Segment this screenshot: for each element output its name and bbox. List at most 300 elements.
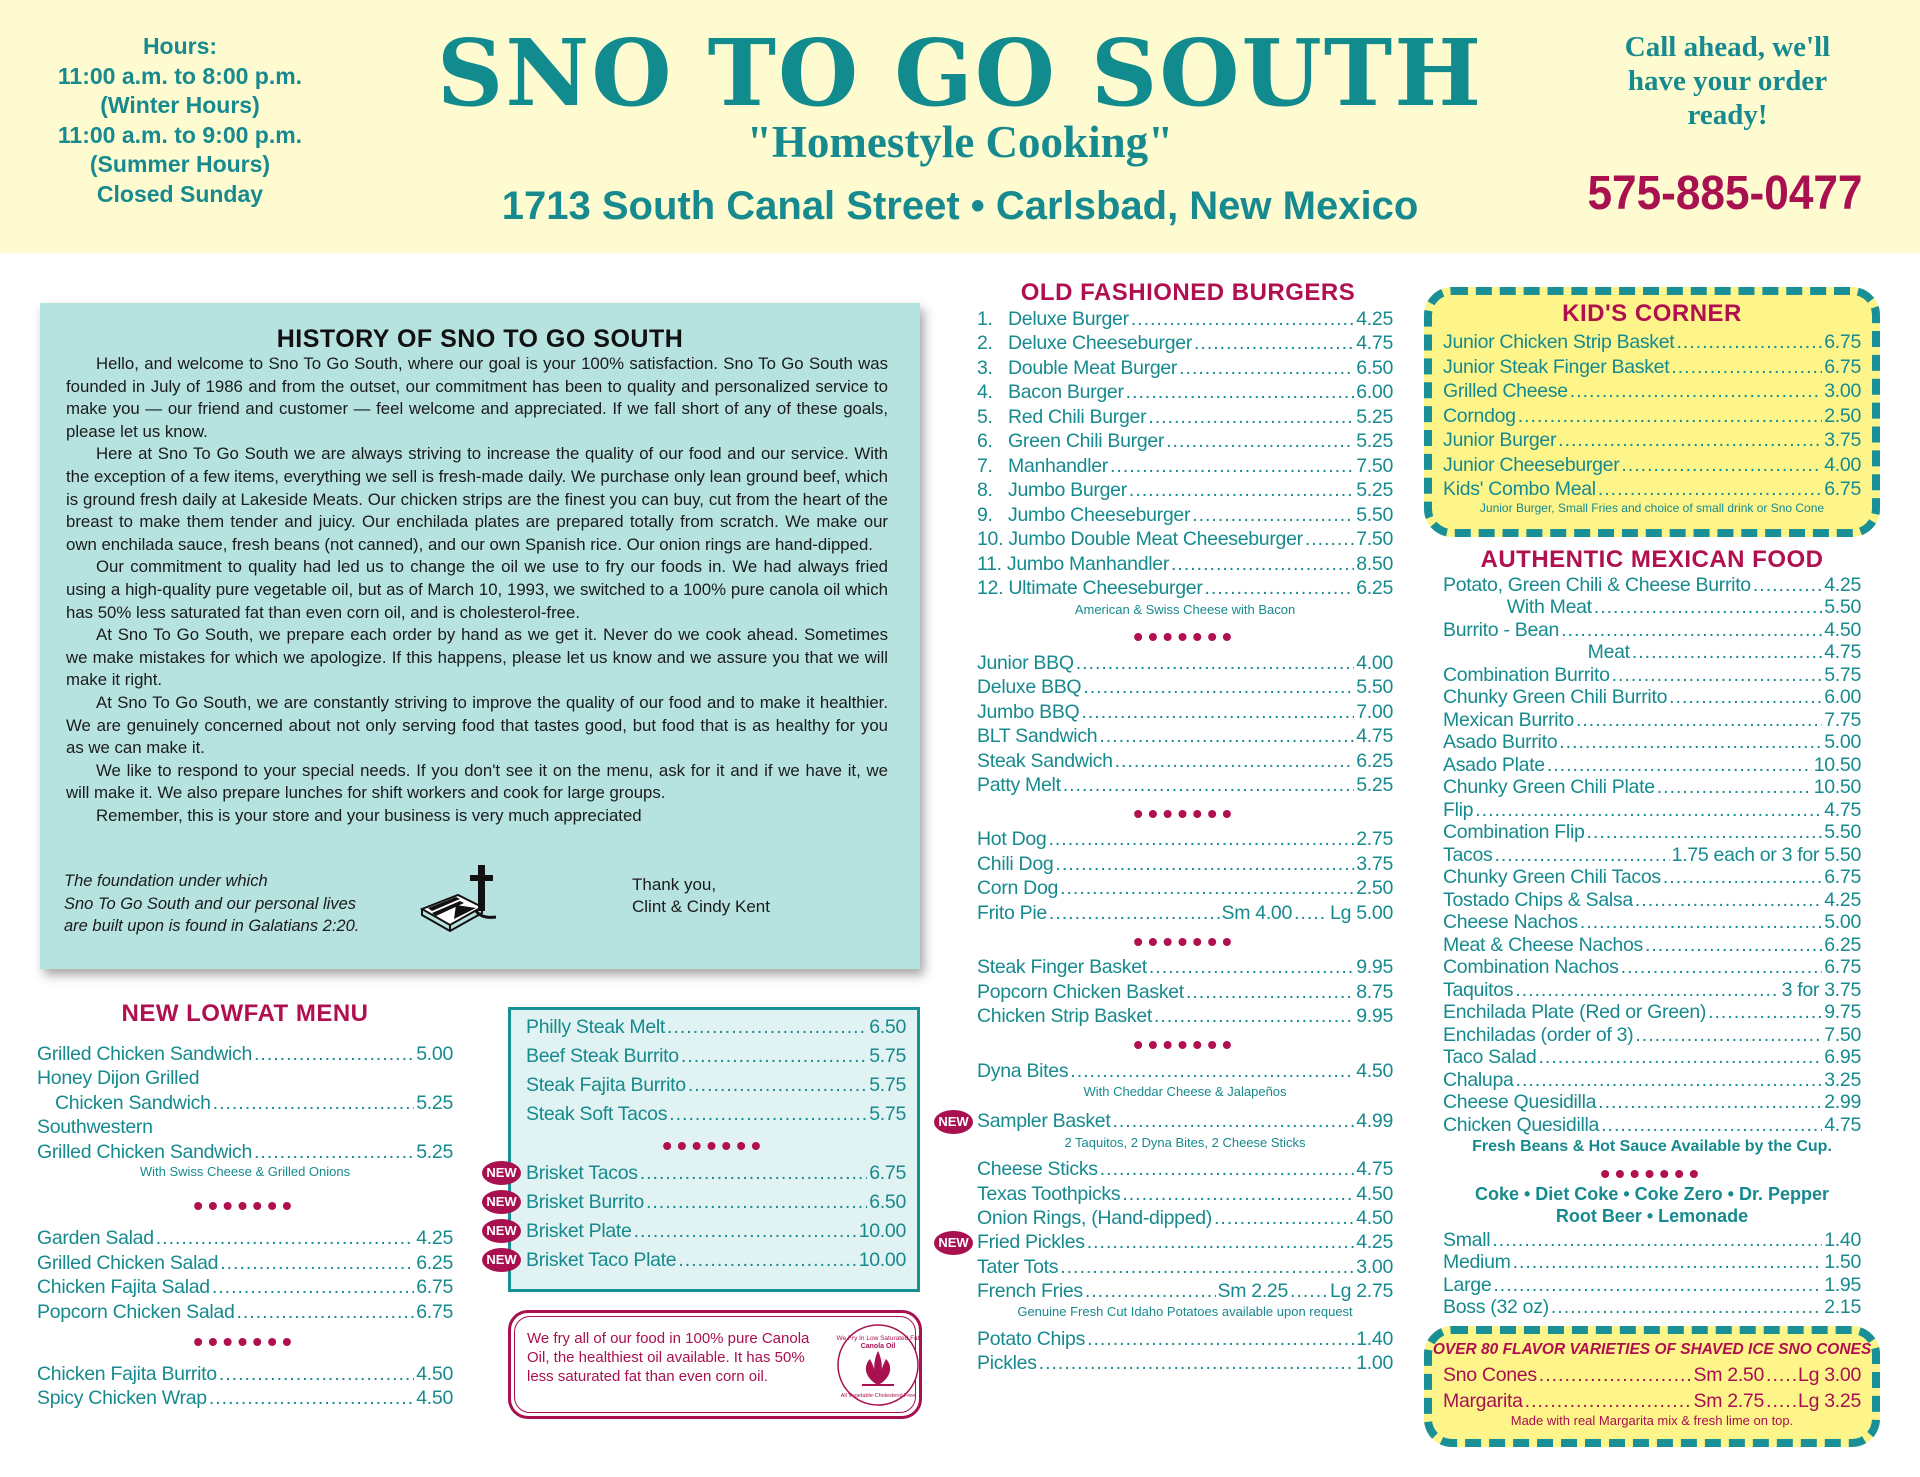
item-price-small: Sm 4.00 [1221,902,1293,924]
item-price: 6.00 [1824,686,1861,708]
item-price: 7.75 [1824,709,1861,731]
item-price: 7.50 [1356,455,1393,477]
menu-item [526,1103,906,1126]
item-name: Cheese Nachos [1443,911,1578,933]
item-price: 5.00 [1824,731,1861,753]
item-price-small: Sm 2.50 [1693,1364,1765,1386]
menu-item [1443,1274,1861,1297]
menu-item [55,1092,453,1115]
menu-item [1443,619,1861,642]
history-paragraph: Hello, and welcome to Sno To Go South, where our goal is your 100% satisfaction. Sno To Go South was founded in July of 1986 and from the outset, our commitment has been to quality and personalized service to make you — our friend and customer — feel welcome and appreciated. If we fall short of any of these goals, please let us know. [66,354,888,441]
item-price: 4.75 [1356,332,1393,354]
item-name: 12. Ultimate Cheeseburger [977,577,1203,599]
item-price: 6.75 [416,1276,453,1298]
drinks-line: Root Beer • Lemonade [1555,1206,1749,1226]
menu-item [977,332,1393,355]
menu-item [37,1043,453,1066]
item-name: Tostado Chips & Salsa [1443,889,1633,911]
item-name: Brisket Tacos [526,1162,638,1184]
item-price: 4.25 [1824,889,1861,911]
dot-separator: ••••••• [1133,1029,1237,1060]
item-name: Combination Nachos [1443,956,1619,978]
menu-item [1443,844,1861,867]
menu-item [1443,1069,1861,1092]
dot-separator: ••••••• [1133,621,1237,652]
item-name: Brisket Taco Plate [526,1249,677,1271]
menu-item [1443,1114,1861,1137]
item-price: 6.25 [1824,934,1861,956]
menu-item [977,1207,1393,1230]
menu-item [977,479,1393,502]
menu-item [977,455,1393,478]
item-price: 6.25 [416,1252,453,1274]
item-price: 6.75 [1824,866,1861,888]
menu-item [977,1256,1393,1279]
history-body [66,353,888,827]
item-name: Garden Salad [37,1227,154,1249]
item-price: 4.50 [1356,1207,1393,1229]
item-name: Burrito - Bean [1443,619,1560,641]
kids-corner-title: KID'S CORNER [1562,300,1742,327]
menu-item [526,1074,906,1097]
item-name: Taquitos [1443,979,1514,1001]
menu-item [1443,405,1861,428]
menu-item [1516,641,1861,664]
item-price: 6.75 [869,1162,906,1184]
menu-item [1443,821,1861,844]
item-note: With Cheddar Cheese & Jalapeños [1083,1084,1287,1099]
item-name: 3. Double Meat Burger [977,357,1178,379]
item-name: Steak Finger Basket [977,956,1147,978]
menu-item [1443,776,1861,799]
item-name: Honey Dijon Grilled [37,1067,200,1089]
item-price: 4.75 [1356,725,1393,747]
item-price: 3 for 3.75 [1781,979,1861,1001]
item-price: 5.00 [416,1043,453,1065]
item-price: 1.00 [1356,1352,1393,1374]
canola-logo-bottom-text: All Vegetable-Cholesterol Free [840,1393,916,1399]
dot-separator: ••••••• [662,1130,766,1161]
menu-item [526,1191,906,1214]
item-price-large: Lg 3.00 [1798,1364,1861,1386]
menu-item [977,1328,1393,1351]
foundation-line: are built upon is found in Galatians 2:20. [64,917,360,935]
item-price: 4.50 [1356,1060,1393,1082]
item-name: Small [1443,1229,1491,1251]
menu-item [1443,331,1861,354]
item-name: Beef Steak Burrito [526,1045,679,1067]
history-paragraph: At Sno To Go South, we are constantly striving to improve the quality of our food and to make it healthier. We are genuinely concerned about not only serving food that tastes good, but food that is as healthy for you as we can make it. [66,692,888,758]
item-price-small: Sm 2.75 [1693,1390,1765,1412]
item-note: 2 Taquitos, 2 Dyna Bites, 2 Cheese Sticks [1064,1135,1306,1150]
item-name: Large [1443,1274,1492,1296]
menu-item [1443,709,1861,732]
item-price: 4.50 [416,1387,453,1409]
item-name: Cheese Sticks [977,1158,1098,1180]
phone-number[interactable]: 575-885-0477 [1587,167,1863,220]
item-name: Jumbo BBQ [977,701,1080,723]
item-price: 5.75 [1824,664,1861,686]
item-price: 4.50 [1356,1183,1393,1205]
restaurant-address: 1713 South Canal Street • Carlsbad, New Mexico [501,184,1419,228]
menu-item [1443,799,1861,822]
item-name: Grilled Chicken Salad [37,1252,219,1274]
item-name: Asado Plate [1443,754,1545,776]
history-paragraph: Remember, this is your store and your business is very much appreciated [96,805,642,825]
hours-line: 11:00 a.m. to 9:00 p.m. [57,121,303,148]
menu-item [977,828,1393,851]
menu-item [1443,866,1861,889]
menu-item [1443,911,1861,934]
item-price: 1.40 [1356,1328,1393,1350]
item-name: Enchilada Plate (Red or Green) [1443,1001,1707,1023]
menu-item [1443,1046,1861,1069]
new-badge: NEW [482,1161,521,1185]
history-paragraph: Here at Sno To Go South we are always striving to increase the quality of our food and our service. With the exception of a few items, everything we sell is fresh-made daily. We purchase only lean ground beef, which is ground fresh daily at Lakeside Meats. Our chicken strips are the finest you can buy, cut from the heart of the breast to make them tender and juicy. Our enchilada plates are prepared totally from scratch. We make our own enchilada sauce, fresh beans (not canned), and our own Spanish rice. Our onion rings are hand-dipped. [66,444,888,554]
item-name: Chili Dog [977,853,1054,875]
item-price: 2.99 [1824,1091,1861,1113]
menu-item [977,853,1393,876]
item-name: Steak Sandwich [977,750,1113,772]
item-name: Mexican Burrito [1443,709,1574,731]
item-name: Southwestern [37,1116,153,1138]
menu-item [526,1220,906,1243]
menu-item [977,1110,1393,1133]
item-price: 5.25 [1356,479,1393,501]
item-name: French Fries [977,1280,1083,1302]
item-name: Frito Pie [977,902,1047,924]
new-badge: NEW [934,1231,973,1255]
item-note: With Swiss Cheese & Grilled Onions [139,1164,351,1179]
item-name: Junior Steak Finger Basket [1443,356,1670,378]
item-name: Texas Toothpicks [977,1183,1121,1205]
item-price: 2.50 [1356,877,1393,899]
item-name: Sampler Basket [977,1110,1111,1132]
item-price: 10.00 [858,1220,906,1242]
menu-item [37,1387,453,1410]
item-name: Onion Rings, (Hand-dipped) [977,1207,1212,1229]
item-name: 9. Jumbo Cheeseburger [977,504,1191,526]
item-name: 5. Red Chili Burger [977,406,1147,428]
item-price: 5.25 [1356,430,1393,452]
hours-line: Hours: [142,33,218,59]
item-price-small: Sm 2.25 [1217,1280,1289,1302]
menu-item [1443,1390,1861,1413]
item-price: 1.40 [1824,1229,1861,1251]
mexican-note: Fresh Beans & Hot Sauce Available by the Cup. [1472,1138,1832,1155]
menu-item [1443,1364,1861,1387]
call-ahead-text [1580,30,1875,132]
history-paragraph: At Sno To Go South, we prepare each order by hand as we get it. Never do we cook ahead. Sometimes we make mistakes for which we apologize. If this happens, please let us know and we assure you that we will make it right. [66,625,888,690]
new-badge: NEW [482,1219,521,1243]
item-price: 5.50 [1356,676,1393,698]
call-ahead-line: ready! [1687,99,1768,131]
menu-item [37,1252,453,1275]
item-name: Tater Tots [977,1256,1059,1278]
item-name: 7. Manhandler [977,455,1109,477]
item-price: 5.50 [1824,821,1861,843]
item-name: Potato, Green Chili & Cheese Burrito [1443,574,1751,596]
hours-block [30,32,330,209]
menu-item [977,1352,1393,1375]
item-name: Chunky Green Chili Plate [1443,776,1655,798]
item-price: 1.50 [1824,1251,1861,1273]
dot-separator: ••••••• [1133,798,1237,829]
menu-item [977,406,1393,429]
menu-item [526,1016,906,1039]
item-price: 3.75 [1356,853,1393,875]
item-price: 9.95 [1356,956,1393,978]
item-name: Grilled Chicken Sandwich [37,1043,252,1065]
item-name: Junior Burger [1443,429,1557,451]
item-price: 4.25 [1356,1231,1393,1253]
menu-item [37,1227,453,1250]
item-price: 10.50 [1813,754,1861,776]
item-name: Combination Burrito [1443,664,1610,686]
item-price: 4.99 [1356,1110,1393,1132]
menu-item [977,504,1393,527]
dot-separator: ••••••• [193,1326,297,1357]
menu-item [1443,731,1861,754]
item-price: 4.25 [416,1227,453,1249]
burgers-title: OLD FASHIONED BURGERS [1020,279,1356,306]
item-price: 4.00 [1824,454,1861,476]
menu-item [977,308,1393,331]
item-price: 6.25 [1356,750,1393,772]
thanks-line: Thank you, [632,875,717,894]
item-price: 6.75 [1824,331,1861,353]
item-price: 1.75 each or 3 for 5.50 [1671,844,1861,866]
item-price: 2.15 [1824,1296,1861,1318]
item-price: 5.25 [416,1092,453,1114]
item-name: 11. Jumbo Manhandler [977,553,1170,575]
sno-cones-title: OVER 80 FLAVOR VARIETIES OF SHAVED ICE SNO CONES [1432,1341,1872,1358]
item-name: Brisket Burrito [526,1191,644,1213]
item-name: Junior BBQ [977,652,1074,674]
menu-item [1443,1251,1861,1274]
canola-flower-logo [836,1323,920,1407]
item-name: Chicken Fajita Salad [37,1276,210,1298]
item-price: 8.50 [1356,553,1393,575]
menu-item [1476,596,1861,619]
new-badge: NEW [934,1110,973,1134]
item-price: 3.00 [1824,380,1861,402]
menu-item [1443,1001,1861,1024]
item-price: 9.75 [1824,1001,1861,1023]
history-title: HISTORY OF SNO TO GO SOUTH [276,325,684,353]
item-price: 2.50 [1824,405,1861,427]
item-price: 7.50 [1824,1024,1861,1046]
item-name: Cheese Quesidilla [1443,1091,1597,1113]
item-name: Taco Salad [1443,1046,1537,1068]
menu-item [526,1162,906,1185]
item-price: 6.50 [869,1191,906,1213]
item-price: 6.00 [1356,381,1393,403]
item-name: Dyna Bites [977,1060,1069,1082]
foundation-text [64,870,424,938]
item-price: 5.75 [869,1074,906,1096]
item-price-large: Lg 3.25 [1798,1390,1861,1412]
item-price: 3.25 [1824,1069,1861,1091]
item-name: Spicy Chicken Wrap [37,1387,207,1409]
item-name: BLT Sandwich [977,725,1098,747]
menu-item [1443,1296,1861,1319]
item-name: Chicken Strip Basket [977,1005,1152,1027]
item-price: 5.75 [869,1103,906,1125]
menu-item [977,701,1393,724]
item-price: 5.00 [1824,911,1861,933]
menu-item [977,528,1393,551]
item-price: 6.75 [1824,478,1861,500]
item-name: 1. Deluxe Burger [977,308,1129,330]
restaurant-title: SNO TO GO SOUTH [436,19,1484,127]
item-price: 4.75 [1824,799,1861,821]
item-name: Philly Steak Melt [526,1016,666,1038]
menu-item [1443,889,1861,912]
thanks-signature [632,874,872,918]
item-price: 4.50 [416,1363,453,1385]
item-price: 1.95 [1824,1274,1861,1296]
menu-item [977,1280,1393,1303]
item-price-large: Lg 5.00 [1330,902,1393,924]
canola-logo-mid-text: Canola Oil [860,1343,896,1350]
mexican-title: AUTHENTIC MEXICAN FOOD [1480,546,1824,573]
history-paragraph: We like to respond to your special needs. If you don't see it on the menu, ask for it and if we have it, we will make it. We also prepare lunches for shift workers and cook for large groups. [66,760,888,803]
menu-item [1443,754,1861,777]
item-name: Junior Cheeseburger [1443,454,1620,476]
item-name: Pickles [977,1352,1037,1374]
menu-item [1443,380,1861,403]
canola-oil-notice [508,1310,922,1419]
menu-item [37,1141,453,1164]
menu-item [1443,1229,1861,1252]
menu-item [1443,429,1861,452]
item-price: 6.75 [1824,956,1861,978]
item-name: Meat [1516,641,1630,663]
item-name: Margarita [1443,1390,1523,1412]
item-price: 6.75 [1824,356,1861,378]
item-name: Enchiladas (order of 3) [1443,1024,1634,1046]
item-name: Chicken Quesidilla [1443,1114,1600,1136]
item-name: Fried Pickles [977,1231,1085,1253]
drinks-line: Coke • Diet Coke • Coke Zero • Dr. Pepper [1474,1184,1829,1204]
menu-item [37,1363,453,1386]
item-price: 7.50 [1356,528,1393,550]
item-name: Chunky Green Chili Tacos [1443,866,1661,888]
item-name: 6. Green Chili Burger [977,430,1165,452]
menu-item [977,553,1393,576]
menu-item [977,956,1393,979]
menu-item [1443,478,1861,501]
item-price: 4.75 [1824,1114,1861,1136]
item-name: Combination Flip [1443,821,1585,843]
menu-item [1443,664,1861,687]
item-name: Chalupa [1443,1069,1514,1091]
item-price: 6.95 [1824,1046,1861,1068]
menu-item [526,1045,906,1068]
item-price: 6.50 [1356,357,1393,379]
foundation-line: Sno To Go South and our personal lives [64,894,356,913]
item-name: Junior Chicken Strip Basket [1443,331,1675,353]
item-note: American & Swiss Cheese with Bacon [1074,602,1296,617]
menu-item [977,725,1393,748]
new-badge: NEW [482,1248,521,1272]
menu-item [1443,979,1861,1002]
item-name: Steak Soft Tacos [526,1103,668,1125]
item-name: Sno Cones [1443,1364,1537,1386]
item-name: Potato Chips [977,1328,1086,1350]
menu-item [977,1231,1393,1254]
menu-item [1443,934,1861,957]
item-note: Made with real Margarita mix & fresh lime on top. [1510,1413,1794,1428]
item-price: 4.75 [1356,1158,1393,1180]
dot-separator: ••••••• [1133,926,1237,957]
menu-item [977,981,1393,1004]
item-note: Junior Burger, Small Fries and choice of small drink or Sno Cone [1479,501,1825,515]
item-price: 4.25 [1356,308,1393,330]
item-name: Popcorn Chicken Salad [37,1301,235,1323]
item-name: Grilled Cheese [1443,380,1568,402]
canola-text: We fry all of our food in 100% pure Canola Oil, the healthiest oil available. It has 50% less saturated fat than even corn oil. [527,1330,810,1385]
item-name: Flip [1443,799,1474,821]
item-price: 4.75 [1824,641,1861,663]
item-price: 6.75 [416,1301,453,1323]
menu-item [977,902,1393,925]
item-price: 5.50 [1356,504,1393,526]
item-name: Steak Fajita Burrito [526,1074,686,1096]
item-price: 5.50 [1824,596,1861,618]
menu-item [1443,686,1861,709]
foundation-line: The foundation under which [64,872,268,890]
item-price: 10.50 [1813,776,1861,798]
item-name: Meat & Cheese Nachos [1443,934,1643,956]
call-ahead-line: have your order [1627,65,1828,97]
item-name: Medium [1443,1251,1511,1273]
item-name: Brisket Plate [526,1220,632,1242]
call-ahead-line: Call ahead, we'll [1624,31,1831,63]
item-price: 6.25 [1356,577,1393,599]
item-price: 8.75 [1356,981,1393,1003]
menu-item [977,430,1393,453]
item-price: 3.75 [1824,429,1861,451]
canola-logo-top-text: We Fry In Low Saturated Fat [836,1335,920,1342]
item-name: Grilled Chicken Sandwich [37,1141,252,1163]
menu-item [37,1116,453,1139]
item-name: Hot Dog [977,828,1047,850]
menu-item [977,652,1393,675]
hours-line: (Summer Hours) [89,151,271,177]
menu-item [977,357,1393,380]
item-name: 4. Bacon Burger [977,381,1124,403]
item-price: 9.95 [1356,1005,1393,1027]
item-price: 7.00 [1356,701,1393,723]
hours-line: Closed Sunday [96,180,264,207]
item-name: With Meat [1476,596,1592,618]
item-name: Deluxe BBQ [977,676,1082,698]
item-price: 5.25 [1356,406,1393,428]
bible-cross-icon [420,861,506,935]
thanks-line: Clint & Cindy Kent [632,897,770,916]
item-price: 5.75 [869,1045,906,1067]
menu-item [1443,956,1861,979]
history-box [40,303,920,969]
item-name: Patty Melt [977,774,1061,796]
menu-item [977,774,1393,797]
item-name: Corn Dog [977,877,1059,899]
menu-item [37,1067,453,1090]
menu-item [977,1005,1393,1028]
menu-item [977,676,1393,699]
